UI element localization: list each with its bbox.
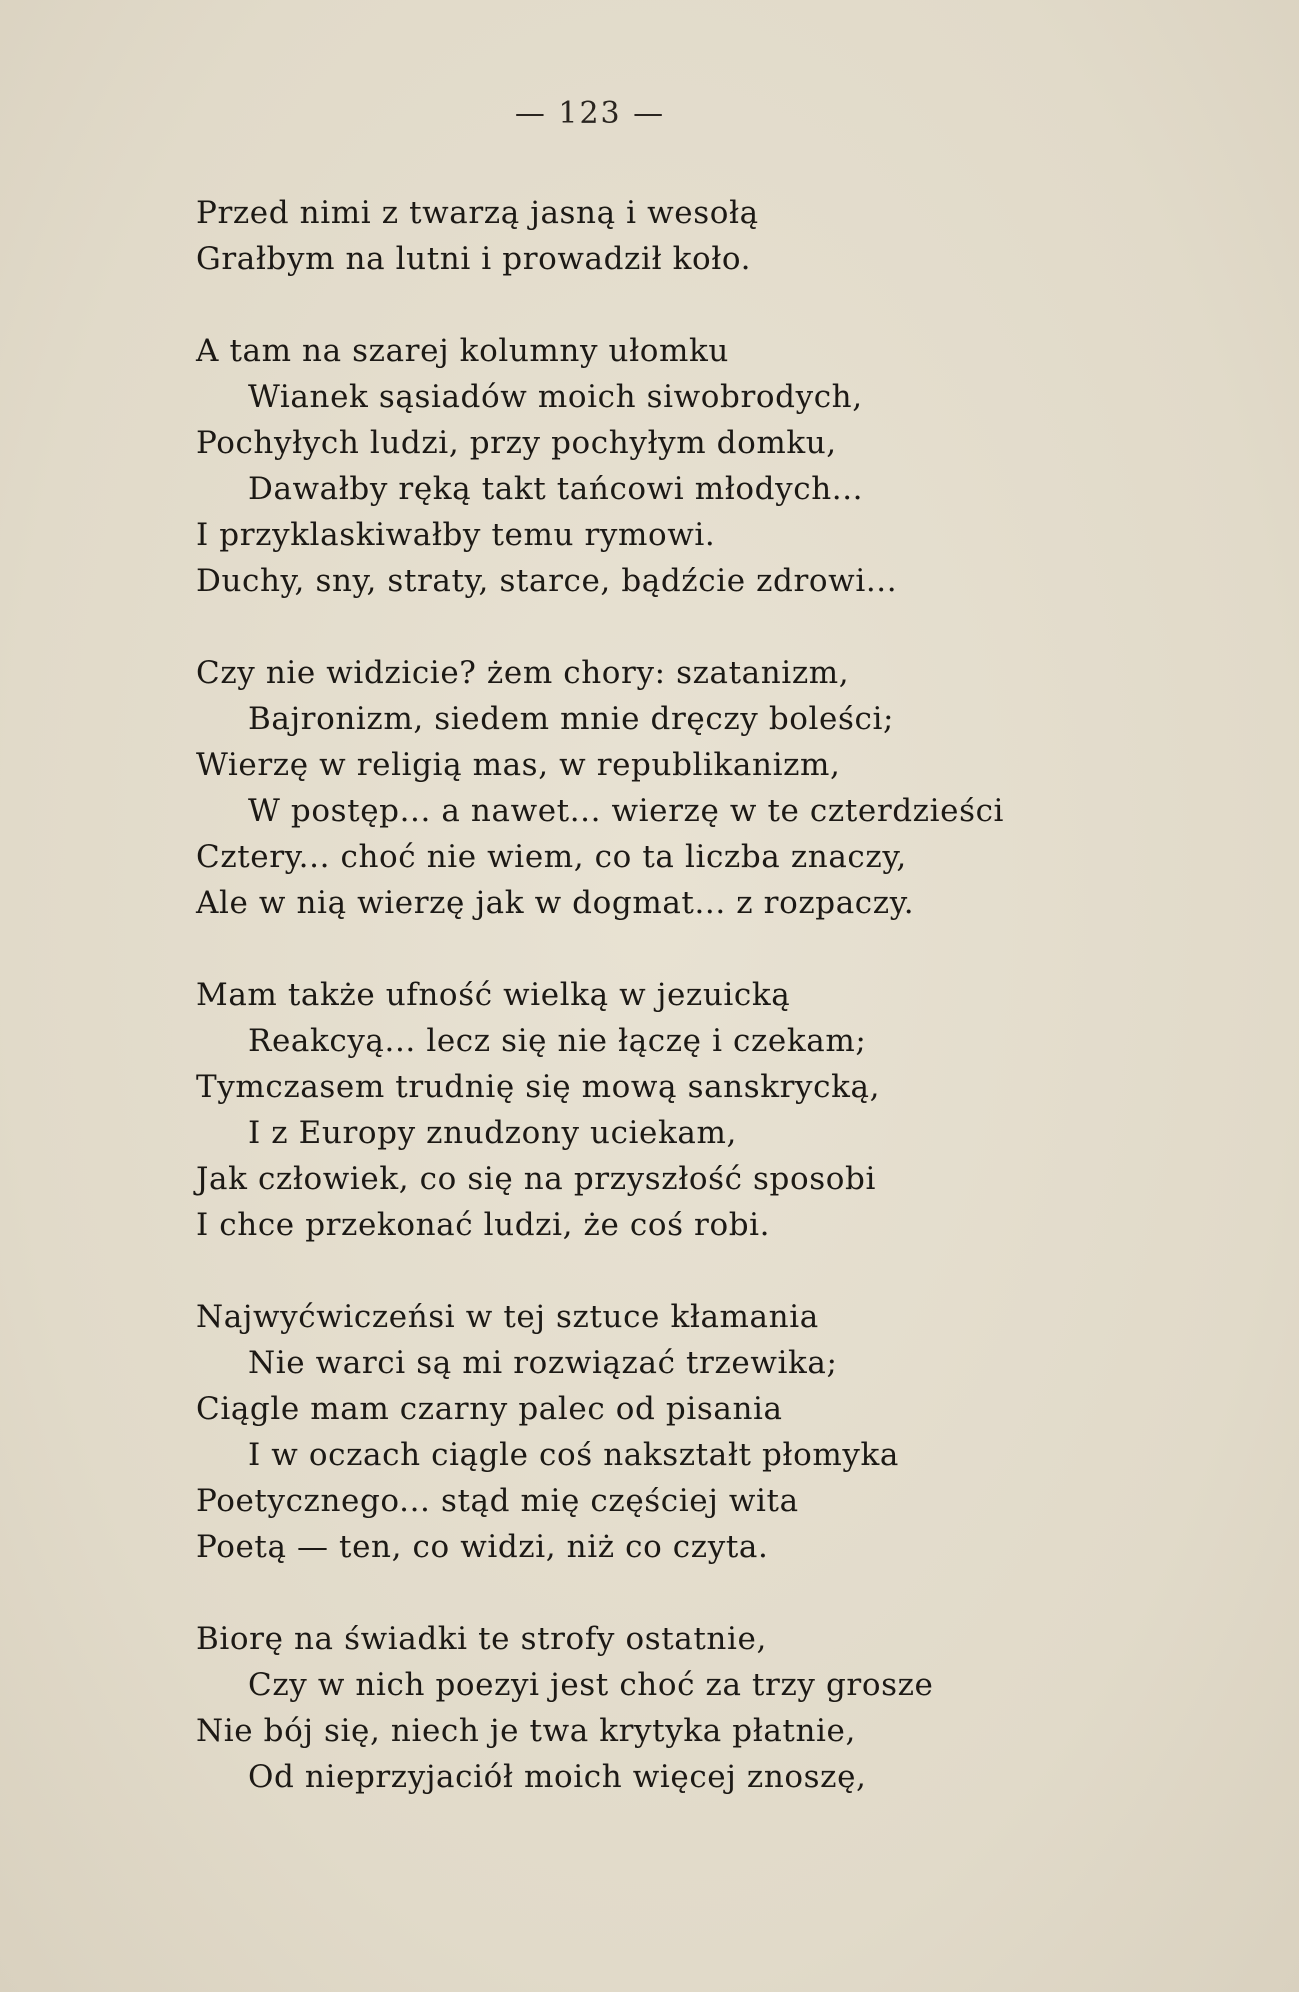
poem-line: Cztery... choć nie wiem, co ta liczba znaczy, — [196, 839, 907, 875]
poem-line: Tymczasem trudnię się mową sanskrycką, — [196, 1069, 881, 1105]
poem-line: Nie warci są mi rozwiązać trzewika; — [248, 1345, 838, 1381]
poem-line: Pochyłych ludzi, przy pochyłym domku, — [196, 425, 837, 461]
stanza — [196, 972, 1196, 1248]
poem-body — [196, 190, 1196, 1846]
poem-line: W postęp... a nawet... wierzę w te czterdzieści — [248, 793, 1005, 829]
poem-line: Czy w nich poezyi jest choć za trzy grosze — [248, 1667, 934, 1703]
poem-line: Biorę na świadki te strofy ostatnie, — [196, 1621, 767, 1657]
poem-line: I przyklaskiwałby temu rymowi. — [196, 517, 716, 553]
poem-line: Dawałby ręką takt tańcowi młodych... — [248, 471, 864, 507]
poem-line: A tam na szarej kolumny ułomku — [196, 333, 729, 369]
poem-line: I z Europy znudzony uciekam, — [248, 1115, 737, 1151]
stanza — [196, 1294, 1196, 1570]
stanza — [196, 1616, 1196, 1800]
poem-line: Ciągle mam czarny palec od pisania — [196, 1391, 783, 1427]
poem-line: I chce przekonać ludzi, że coś robi. — [196, 1207, 771, 1243]
stanza — [196, 190, 1196, 282]
poem-line: Grałbym na lutni i prowadził koło. — [196, 241, 752, 277]
poem-line: Najwyćwiczeńsi w tej sztuce kłamania — [196, 1299, 819, 1335]
stanza — [196, 328, 1196, 604]
poem-line: Jak człowiek, co się na przyszłość sposobi — [196, 1161, 876, 1197]
poem-line: Wierzę w religią mas, w republikanizm, — [196, 747, 841, 783]
poem-line: Mam także ufność wielką w jezuicką — [196, 977, 791, 1013]
poem-line: Od nieprzyjaciół moich więcej znoszę, — [248, 1759, 867, 1795]
poem-line: Wianek sąsiadów moich siwobrodych, — [248, 379, 863, 415]
poem-line: Poetycznego... stąd mię częściej wita — [196, 1483, 799, 1519]
poem-line: Przed nimi z twarzą jasną i wesołą — [196, 195, 759, 231]
poem-line: Reakcyą... lecz się nie łączę i czekam; — [248, 1023, 867, 1059]
stanza — [196, 650, 1196, 926]
poem-line: Bajronizm, siedem mnie dręczy boleści; — [248, 701, 895, 737]
poem-line: Poetą — ten, co widzi, niż co czyta. — [196, 1529, 769, 1565]
poem-line: Ale w nią wierzę jak w dogmat... z rozpaczy. — [196, 885, 915, 921]
poem-line: Duchy, sny, straty, starce, bądźcie zdrowi... — [196, 563, 898, 599]
poem-line: I w oczach ciągle coś nakształt płomyka — [248, 1437, 899, 1473]
page-number: — 123 — — [514, 96, 666, 131]
poem-line: Nie bój się, niech je twa krytyka płatnie, — [196, 1713, 856, 1749]
poem-line: Czy nie widzicie? żem chory: szatanizm, — [196, 655, 850, 691]
